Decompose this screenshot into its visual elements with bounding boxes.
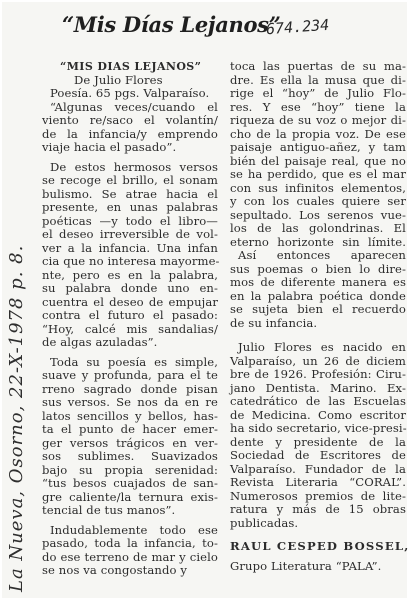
text-line: sos sublimes. Suavizados [42,449,218,463]
text-line: sus poemas o bien lo dire- [230,261,406,276]
paragraph [230,341,406,530]
text-line: en la palabra poética donde [230,288,406,303]
text-line: Revista Literaria “CORAL”. [230,475,406,489]
text-line: catedrático de las Escuelas [230,394,406,408]
epigraph-line: viaje hacia el pasado”. [42,140,177,154]
text-line: eterno horizonte sin límite. [230,234,406,249]
text-line: bajo su propia serenidad: [42,462,218,477]
text-line: bulismo. Se atrae hacia el [42,186,218,201]
text-line: el deseo irreversible de vol- [42,227,218,241]
text-line: sus versos. Se nos da en re [42,395,218,409]
text-line: res. Y ese “hoy” tiene la [230,99,406,114]
text-line: de su infancia. [230,315,318,330]
text-line: Indudablemente todo ese [50,522,218,537]
text-line: cho de la propia voz. De ese [230,126,406,141]
text-line: bién del paisaje real, que no [230,153,406,168]
left-column [42,60,218,578]
text-line: Valparaíso, un 26 de diciem [230,353,406,368]
byline [230,539,409,573]
text-line: pasado, toda la infancia, to- [42,536,218,550]
text-line: se nos va congostando y [42,563,187,577]
right-column [230,59,409,573]
text-line: “tus besos cuajados de san- [42,476,218,490]
text-line: suave y profunda, para el te [42,368,218,382]
text-line: ratura y más de 15 obras [230,502,406,516]
book-info: Poesía. 65 pgs. Valparaíso. [50,86,210,100]
text-line: ger versos trágicos en ver- [42,435,218,450]
text-line: toca las puertas de su ma- [230,59,406,73]
text-line: jano Dentista. Marino. Ex- [230,380,406,395]
book-details [42,60,218,155]
text-line: cia que no interesa mayorme- [42,254,220,268]
text-line: do ese terreno de mar y cielo [42,549,218,564]
text-line: los de las golondrinas. El [230,221,406,235]
text-line: rige el “hoy” de Julio Flo- [230,86,406,100]
handwritten-source-note: La Nueva, Osorno, 22-X-1978 p. 8. [6,244,27,592]
epigraph-line: viento re/saco el volantín/ [42,113,218,127]
paragraph [42,161,218,350]
text-line: de algas azuladas”. [42,335,158,349]
paragraph [42,524,218,578]
clipping-headline: “Mis Días Lejanos” [62,12,281,37]
text-line: se recoge el brillo, el sonam [42,173,218,187]
text-line: se sujeta bien el recuerdo [230,302,406,316]
text-line: mos de diferente manera es [230,275,406,289]
text-line: poéticas —y todo el libro— [42,213,218,228]
text-line: contra el futuro el pasado: [42,308,218,322]
newspaper-clipping [2,2,407,598]
text-line: paisaje antiguo-añez, y tam [230,140,406,154]
text-line: publicadas. [230,515,299,530]
text-line: riqueza de su voz o mejor di- [230,113,406,127]
text-line: se ha perdido, que es el mar [230,167,406,181]
text-line: ta el punto de hacer emer- [42,422,218,436]
paragraph [42,356,218,518]
text-line: y con los cuales quiere ser [230,194,406,208]
paragraph [230,60,406,330]
text-line: Valparaíso. Fundador de la [230,461,406,476]
text-line: Toda su poesía es simple, [50,354,218,369]
text-line: latos sencillos y bellos, has- [42,408,218,423]
book-title: “MIS DIAS LEJANOS” [60,60,202,73]
text-line: cuentra el deseo de empujar [42,294,218,309]
text-line: con sus infinitos elementos, [230,180,406,195]
text-line: gre caliente/la ternura exis- [42,489,218,504]
text-line: dre. Es ella la musa que di- [230,72,406,87]
text-line: Julio Flores es nacido en [238,340,406,354]
epigraph-line: “Algunas veces/cuando el [50,99,218,114]
text-line: rreno sagrado donde pisan [42,381,218,396]
text-line: su palabra donde uno en- [42,281,218,295]
text-line: Así entonces aparecen [238,248,406,262]
text-line: “Hoy, calcé mis sandalias/ [42,321,218,336]
text-line: ha sido secretario, vice-presi- [230,421,407,435]
epigraph-line: de la infancia/y emprendo [42,126,218,141]
text-line: tencial de tus manos”. [42,503,176,517]
author-affiliation: Grupo Literatura “PALA”. [230,558,382,573]
text-line: De estos hermosos versos [50,159,218,174]
text-line: de Medicina. Como escritor [230,407,406,422]
book-author: De Julio Flores [74,72,163,87]
text-line: sepultado. Los serenos vue- [230,207,406,222]
author-signature: RAUL CESPED BOSSEL, [230,539,409,553]
text-line: Numerosos premios de lite- [230,488,406,503]
handwritten-catalog-number: 674.234 [265,15,330,39]
text-line: ver a la infancia. Una infan [42,240,218,255]
text-line: presente, en unas palabras [42,200,218,214]
text-line: Sociedad de Escritores de [230,448,406,462]
text-line: bre de 1926. Profesión: Ciru- [230,367,406,381]
text-line: nte, pero es en la palabra, [42,267,218,282]
text-line: dente y presidente de la [230,434,406,449]
